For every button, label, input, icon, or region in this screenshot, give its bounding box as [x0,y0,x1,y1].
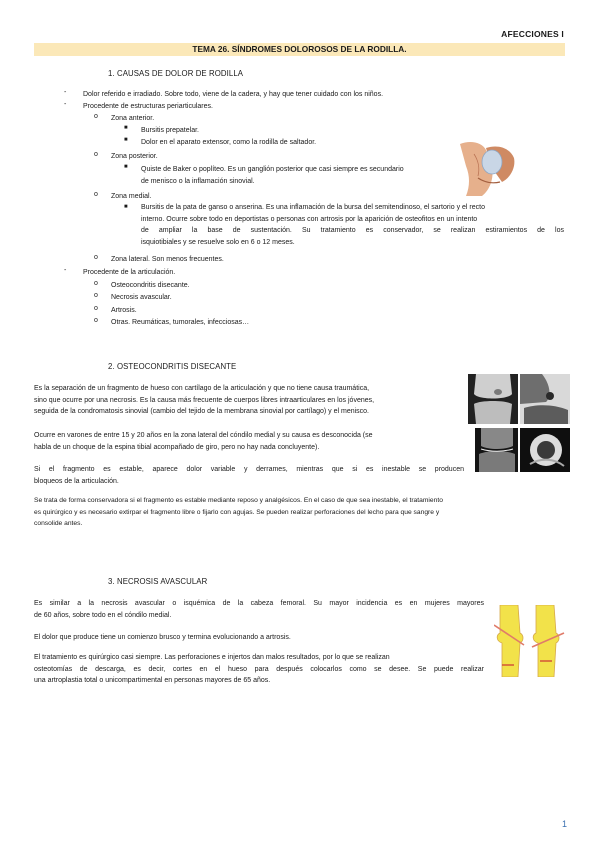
section-3-heading: 3. NECROSIS AVASCULAR [108,577,208,586]
osteotomy-illustration [494,605,566,677]
list-item: Otras. Reumáticas, tumorales, infecciosas… [111,319,250,326]
list-item: Zona medial. [111,193,152,200]
section-2-heading: 2. OSTEOCONDRITIS DISECANTE [108,362,237,371]
knee-illustration [456,138,518,196]
running-header: AFECCIONES I [501,29,564,39]
text-line: bloqueos de la articulación. [34,477,119,485]
ocd-paragraph-2 [34,430,464,453]
list-item: Procedente de la articulación. [83,269,176,276]
text-line: Bursitis de la pata de ganso o anserina. Es una inflamación de la bursa del semitendinoso, el sartorio y el recto [141,204,485,211]
square-bullet: ■ [124,125,128,131]
square-bullet: ■ [124,137,128,143]
list-item: Osteocondritis disecante. [111,282,190,289]
text-line: Es la separación de un fragmento de hueso con cartílago de la articulación y que no tiene causa traumática, [34,385,370,392]
text-line: osteotomías de descarga, es decir, cortes en el hueso para después colocarlos como se desee. Se puede realizar [34,665,484,673]
text-line: El tratamiento es quirúrgico casi siempre. Las perforaciones e injertos dan malos resultados, por lo que se realizan [34,654,390,661]
text-line: de 60 años, sobre todo en el cóndilo medial. [34,611,172,619]
page-number: 1 [561,819,567,829]
circle-bullet: o [94,305,98,312]
avn-paragraph-2: El dolor que produce tiene un comienzo brusco y termina evolucionando a artrosis. [34,634,291,641]
document-title: TEMA 26. SÍNDROMES DOLOROSOS DE LA RODILLA. [34,43,565,56]
text-line: Ocurre en varones de entre 15 y 20 años en la zona lateral del cóndilo medial y su causa es desconocida (se [34,432,373,439]
list-item: Bursitis prepatelar. [141,127,199,134]
text-line: seguida de la condromatosis sinovial (cambio del tejido de la membrana sinovial por cartílago) y el menisco. [34,408,370,415]
ocd-paragraph-1 [34,383,464,418]
text-line: Se trata de forma conservadora si el fragmento es estable mediante reposo y analgésicos. En el caso de que sea inestable, el tratamiento [34,497,443,504]
mri-coronal-image [475,428,518,472]
section-1-heading: 1. CAUSAS DE DOLOR DE RODILLA [108,69,244,78]
circle-bullet: o [94,292,98,299]
list-item: Quiste de Baker o poplíteo. Es un ganglión posterior que casi siempre es secundario [141,166,404,173]
list-item: Zona posterior. [111,153,158,160]
xray-lateral-image [520,374,570,424]
list-item: Artrosis. [111,307,137,314]
list-item: Zona anterior. [111,115,155,122]
list-item: Dolor en el aparato extensor, como la rodilla de saltador. [141,139,317,146]
list-item: Procedente de estructuras periarticulares. [83,103,213,110]
list-item: de menisco o la inflamación sinovial. [141,178,255,185]
circle-bullet: o [94,151,98,158]
circle-bullet: o [94,113,98,120]
dash-bullet: - [64,267,67,274]
text-line: interno. Ocurre sobre todo en deportistas o personas con artrosis por la aparición de osteofitos en un intento [141,215,478,223]
text-line: isquiotibiales y se resuelve solo en 6 o 12 meses. [141,238,295,246]
text-line: es quirúrgico y es necesario extirpar el fragmento libre o fijarlo con agujas. Se pueden realizar perforaciones del lecho para que sangre y [34,508,440,516]
avn-paragraph-3 [34,652,484,687]
text-line: de ampliar la base de sustentación. Su tratamiento es conservador, se realizan estiramientos de los [141,227,564,234]
ocd-paragraph-4 [34,495,565,530]
list-item: Dolor referido e irradiado. Sobre todo, viene de la cadera, y hay que tener cuidado con los niños. [83,91,384,98]
square-bullet: ■ [124,164,128,170]
xray-image [468,374,518,424]
circle-bullet: o [94,280,98,287]
list-item: Necrosis avascular. [111,294,172,301]
text-line: consolide antes. [34,520,83,527]
circle-bullet: o [94,317,98,324]
list-item: Zona lateral. Son menos frecuentes. [111,256,224,263]
anserina-paragraph [141,202,564,248]
dash-bullet: - [64,89,67,96]
circle-bullet: o [94,254,98,261]
text-line: una artroplastia total o unicompartimental en personas mayores de 65 años. [34,677,271,684]
text-line: sino que ocurre por una necrosis. Es la causa más frecuente de cuerpos libres intraarticulares en los jóvenes, [34,396,375,404]
ocd-paragraph-3 [34,464,464,487]
square-bullet: ■ [124,204,128,210]
avn-paragraph-1 [34,598,484,621]
text-line: habla de un choque de la espina tibial acompañado de giro, pero no hay nada concluyente). [34,443,320,451]
dash-bullet: - [64,101,67,108]
circle-bullet: o [94,191,98,198]
text-line: Es similar a la necrosis avascular o isquémica de la cabeza femoral. Su mayor incidencia es en mujeres mayores [34,600,484,607]
mri-sagittal-image [520,428,570,472]
text-line: Si el fragmento es estable, aparece dolor variable y derrames, mientras que si es inestable se producen [34,466,464,473]
